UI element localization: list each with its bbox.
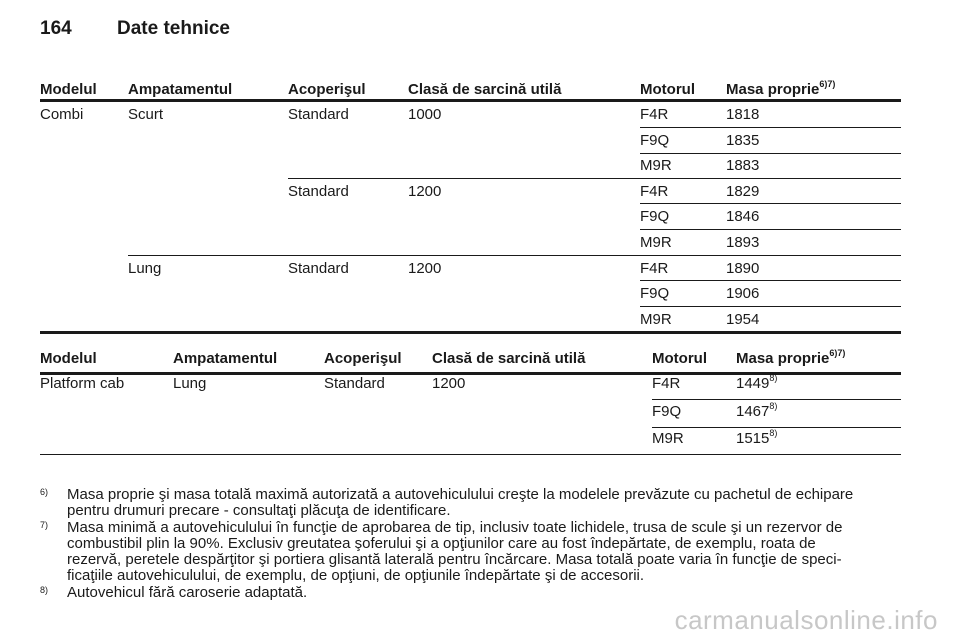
footnote-ref: 6)7) bbox=[819, 79, 836, 89]
table-row bbox=[40, 204, 901, 229]
cell-engine bbox=[652, 403, 681, 420]
cell-value: 1893 bbox=[726, 234, 760, 251]
table-rule-thick bbox=[40, 331, 901, 334]
cell-value: F4R bbox=[640, 182, 669, 200]
cell-load bbox=[432, 375, 465, 392]
cell-engine bbox=[640, 311, 672, 328]
cell-roof bbox=[288, 183, 349, 200]
cell-wheelbase bbox=[128, 260, 161, 277]
cell-value: 1846 bbox=[726, 208, 760, 226]
cell-value: 1906 bbox=[726, 285, 760, 303]
cell-mass bbox=[726, 132, 759, 149]
footnotes bbox=[40, 487, 910, 601]
cell-value: Standard bbox=[288, 182, 349, 200]
table-rule bbox=[288, 178, 901, 179]
cell-value: 1467 bbox=[736, 402, 770, 420]
column-header-load bbox=[408, 81, 561, 98]
cell-value: 1200 bbox=[408, 259, 442, 277]
page-title: Date tehnice bbox=[117, 18, 230, 39]
column-header-mass bbox=[736, 350, 845, 367]
footnote-line: Masa proprie şi masa totală maximă autorizată a autovehiculului creşte la modelele prevăzute cu pachetul de echipare bbox=[67, 486, 854, 503]
column-header-wheelbase bbox=[128, 81, 232, 98]
cell-value: Lung bbox=[128, 259, 162, 277]
page-number: 164 bbox=[40, 18, 72, 39]
table-rule bbox=[640, 203, 901, 204]
cell-load bbox=[408, 106, 441, 123]
footnote bbox=[40, 487, 910, 520]
table-rule bbox=[652, 427, 901, 428]
footnote-ref: 6)7) bbox=[829, 348, 846, 358]
cell-engine bbox=[652, 375, 680, 392]
footnote-line: Masa minimă a autovehiculului în funcţie de aprobarea de tip, inclusiv toate lichidele, trusa de scule şi un rezervor de bbox=[67, 518, 843, 536]
footnote-mark: 8) bbox=[40, 584, 49, 595]
cell-value: 1818 bbox=[726, 106, 760, 123]
column-header-label: Motorul bbox=[640, 81, 695, 98]
footnote-line: rezervă, peretele despărţitor şi portiera glisantă laterală pentru încărcare. Masa totală poate varia în funcţie de speci- bbox=[67, 551, 842, 569]
footnote-line: ficaţiile autovehiculului, de exemplu, de opţiuni, de opţiunile îndepărtate şi de accesorii. bbox=[67, 567, 645, 585]
cell-engine bbox=[640, 183, 668, 200]
cell-load bbox=[408, 183, 441, 200]
cell-value: Standard bbox=[324, 375, 385, 392]
cell-value: 1200 bbox=[432, 375, 466, 392]
footnote-line: combustibil plin la 90%. Exclusiv greutatea şoferului şi a opţiunilor care au fost îndepărtate, de exemplu, roata de bbox=[67, 534, 816, 552]
table-row bbox=[40, 426, 901, 451]
cell-value: 1515 bbox=[736, 430, 770, 447]
table-rule bbox=[640, 229, 901, 230]
cell-value: 1883 bbox=[726, 157, 760, 175]
cell-value: F9Q bbox=[640, 208, 670, 226]
cell-value: Lung bbox=[173, 375, 207, 392]
column-header-label: Clasă de sarcină utilă bbox=[432, 350, 586, 367]
table-row bbox=[40, 179, 901, 204]
cell-model bbox=[40, 106, 83, 123]
column-header-roof bbox=[324, 350, 402, 367]
table-row bbox=[40, 230, 901, 255]
column-header-label: Clasă de sarcină utilă bbox=[408, 81, 562, 98]
column-header-model bbox=[40, 81, 97, 98]
cell-engine bbox=[652, 430, 684, 447]
cell-mass bbox=[726, 157, 759, 174]
footnote-ref: 8) bbox=[769, 400, 778, 411]
table-row bbox=[40, 102, 901, 127]
column-header-label: Modelul bbox=[40, 81, 97, 98]
table-row bbox=[40, 307, 901, 332]
cell-roof bbox=[288, 106, 349, 123]
column-header-label: Acoperişul bbox=[324, 350, 402, 367]
column-header-wheelbase bbox=[173, 350, 277, 367]
column-header-roof bbox=[288, 81, 366, 98]
table-rule bbox=[40, 454, 901, 455]
cell-engine bbox=[640, 260, 668, 277]
column-header-label: Motorul bbox=[652, 350, 707, 367]
cell-mass bbox=[726, 285, 759, 302]
column-header-label: Ampatamentul bbox=[173, 350, 278, 367]
cell-mass bbox=[726, 260, 759, 277]
cell-model bbox=[40, 375, 124, 392]
cell-value: 1449 bbox=[736, 375, 770, 392]
footnote-line: Autovehicul fără caroserie adaptată. bbox=[67, 583, 308, 601]
cell-mass bbox=[726, 106, 759, 123]
column-header-label: Masa proprie bbox=[726, 81, 820, 98]
cell-mass bbox=[736, 430, 777, 447]
column-header-model bbox=[40, 350, 97, 367]
cell-value: F9Q bbox=[652, 402, 682, 420]
table-row bbox=[40, 256, 901, 281]
cell-roof bbox=[288, 260, 349, 277]
page-header bbox=[40, 18, 230, 40]
table-rule bbox=[640, 306, 901, 307]
footnote-mark: 6) bbox=[40, 487, 49, 497]
footnote-ref: 8) bbox=[769, 373, 778, 383]
table-row bbox=[40, 281, 901, 306]
cell-value: 1829 bbox=[726, 182, 760, 200]
column-header-mass bbox=[726, 81, 835, 98]
table-row bbox=[40, 128, 901, 153]
cell-mass bbox=[736, 375, 777, 392]
table-rule bbox=[640, 280, 901, 281]
cell-engine bbox=[640, 285, 669, 302]
footnote-line: pentru drumuri precare - consultaţi plăcuţa de identificare. bbox=[67, 502, 451, 520]
table-rule-thick bbox=[40, 372, 901, 375]
cell-engine bbox=[640, 132, 669, 149]
cell-mass bbox=[726, 208, 759, 225]
cell-value: 1835 bbox=[726, 131, 760, 149]
cell-value: F4R bbox=[640, 259, 669, 277]
cell-load bbox=[408, 260, 441, 277]
footnote bbox=[40, 585, 910, 601]
watermark: carmanualsonline.info bbox=[674, 605, 938, 635]
table-row bbox=[40, 153, 901, 178]
cell-value: 1000 bbox=[408, 106, 442, 123]
column-header-engine bbox=[640, 81, 695, 98]
cell-roof bbox=[324, 375, 385, 392]
cell-value: F9Q bbox=[640, 131, 670, 149]
table-rule bbox=[640, 127, 901, 128]
column-header-label: Acoperişul bbox=[288, 81, 366, 98]
cell-value: M9R bbox=[652, 430, 684, 447]
table-rule-thick bbox=[40, 99, 901, 102]
cell-value: 1890 bbox=[726, 259, 760, 277]
cell-value: Platform cab bbox=[40, 375, 125, 392]
footnote bbox=[40, 520, 910, 585]
cell-engine bbox=[640, 106, 668, 123]
column-header-load bbox=[432, 350, 585, 367]
cell-engine bbox=[640, 234, 672, 251]
cell-value: Standard bbox=[288, 106, 349, 123]
cell-value: M9R bbox=[640, 234, 672, 251]
cell-value: F9Q bbox=[640, 285, 670, 303]
column-header-label: Ampatamentul bbox=[128, 81, 233, 98]
cell-mass bbox=[726, 234, 759, 251]
cell-wheelbase bbox=[173, 375, 206, 392]
cell-value: M9R bbox=[640, 157, 672, 175]
cell-engine bbox=[640, 208, 669, 225]
cell-value: 1954 bbox=[726, 310, 760, 328]
table-rule bbox=[652, 399, 901, 400]
cell-mass bbox=[726, 183, 759, 200]
cell-value: F4R bbox=[652, 375, 681, 392]
cell-mass bbox=[726, 311, 759, 328]
cell-wheelbase bbox=[128, 106, 163, 123]
cell-value: Scurt bbox=[128, 106, 164, 123]
footnote-ref: 8) bbox=[769, 428, 778, 438]
table-row bbox=[40, 399, 901, 424]
column-header-label: Masa proprie bbox=[736, 350, 830, 367]
cell-engine bbox=[640, 157, 672, 174]
column-header-engine bbox=[652, 350, 707, 367]
table-rule bbox=[128, 255, 901, 256]
cell-mass bbox=[736, 400, 778, 420]
cell-value: F4R bbox=[640, 106, 669, 123]
footnote-mark: 7) bbox=[40, 519, 49, 530]
cell-value: M9R bbox=[640, 310, 672, 328]
cell-value: Combi bbox=[40, 106, 84, 123]
column-header-label: Modelul bbox=[40, 350, 97, 367]
cell-value: Standard bbox=[288, 259, 349, 277]
table-rule bbox=[640, 153, 901, 154]
cell-value: 1200 bbox=[408, 182, 442, 200]
